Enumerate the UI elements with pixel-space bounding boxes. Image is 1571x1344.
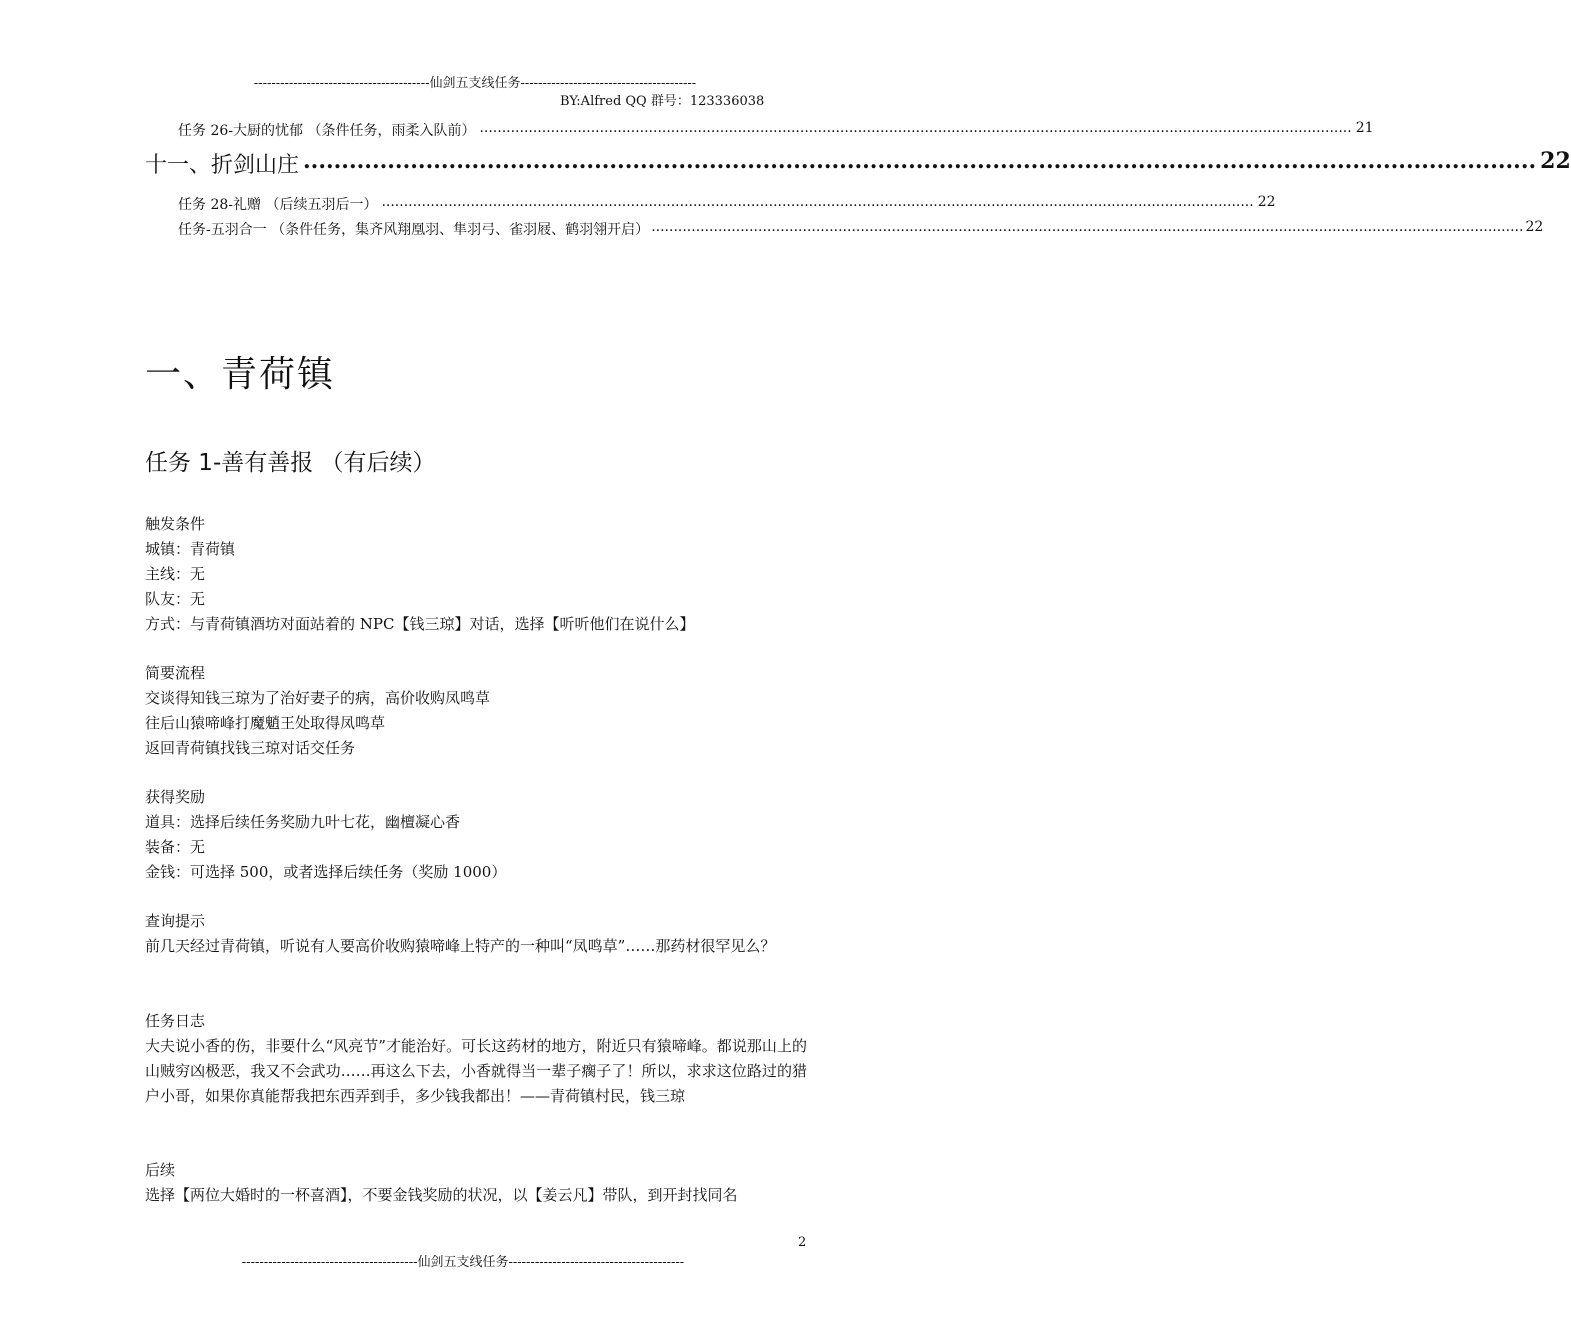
toc-entry-page: 22 <box>1257 194 1276 210</box>
toc-entry[interactable] <box>178 219 1544 239</box>
section-line: 交谈得知钱三琼为了治好妻子的病，高价收购凤鸣草 <box>145 689 491 707</box>
section-line: 道具：选择后续任务奖励九叶七花，幽檀凝心香 <box>145 813 461 831</box>
section-line: 金钱：可选择 500，或者选择后续任务（奖励 1000） <box>145 863 507 881</box>
toc-entry-page: 22 <box>1540 148 1571 174</box>
page-footer-title: ----------------------------------------仙剑五支线任务---------------------------------------- <box>241 1255 685 1270</box>
section-line: 返回青荷镇找钱三琼对话交任务 <box>145 739 356 757</box>
section-line: 队友：无 <box>145 590 206 608</box>
page-header-author: BY:Alfred QQ 群号：123336038 <box>560 94 765 109</box>
section-heading: 查询提示 <box>145 912 206 930</box>
section-trigger <box>145 512 807 637</box>
section-paragraph: 前几天经过青荷镇，听说有人要高价收购猿啼峰上特产的一种叫“凤鸣草”……那药材很罕见么？ <box>145 937 776 955</box>
section-heading: 简要流程 <box>145 664 206 682</box>
section-line: 主线：无 <box>145 565 206 583</box>
section-paragraph: 大夫说小香的伤，非要什么“风亮节”才能治好。可长这药材的地方，附近只有猿啼峰。都说那山上的山贼穷凶极恶，我又不会武功……再这么下去，小香就得当一辈子瘸子了！所以，求求这位路过的猎户小哥，如果你真能帮我把东西弄到手，多少钱我都出！——青荷镇村民，钱三琼 <box>145 1037 807 1105</box>
section-followup <box>145 1158 807 1208</box>
section-heading: 任务日志 <box>145 1012 206 1030</box>
toc-entry-page: 21 <box>1355 120 1374 136</box>
section-line: 装备：无 <box>145 838 206 856</box>
page-header-title: ----------------------------------------仙剑五支线任务---------------------------------------- <box>253 76 697 91</box>
toc-entry-label: 任务 26-大厨的忧郁 （条件任务，雨柔入队前） <box>178 123 476 139</box>
section-heading: 触发条件 <box>145 515 206 533</box>
section-flow <box>145 661 807 761</box>
section-line: 往后山猿啼峰打魔魈王处取得凤鸣草 <box>145 714 386 732</box>
section-hint <box>145 909 807 959</box>
page-number: 2 <box>798 1235 807 1250</box>
section-reward <box>145 785 807 885</box>
toc-entry-chapter[interactable] <box>145 148 1571 179</box>
toc-entry-label: 任务 28-礼赠 （后续五羽后一） <box>178 197 378 213</box>
section-line: 方式：与青荷镇酒坊对面站着的 NPC【钱三琼】对话，选择【听听他们在说什么】 <box>145 615 695 633</box>
quest-title: 任务 1-善有善报 （有后续） <box>145 450 436 476</box>
section-line: 城镇：青荷镇 <box>145 540 236 558</box>
toc-leader-dots: .................................................................................................................................................................................................... <box>381 194 1254 210</box>
chapter-title: 一、青荷镇 <box>145 354 336 395</box>
toc-entry-label: 任务-五羽合一 （条件任务，集齐风翔凰羽、隼羽弓、雀羽屐、鹤羽翎开启） <box>178 222 650 238</box>
toc-leader-dots: .................................................................................................................................................................................................... <box>479 120 1352 136</box>
toc-leader-dots: ................................................................................................................................................................. <box>303 148 1537 174</box>
section-heading: 获得奖励 <box>145 788 206 806</box>
toc-leader-dots: .................................................................................................................................................................................................... <box>651 219 1524 235</box>
section-paragraph: 选择【两位大婚时的一杯喜酒】，不要金钱奖励的状况，以【姜云凡】带队，到开封找同名 <box>145 1186 738 1204</box>
section-log <box>145 1009 807 1109</box>
toc-entry-page: 22 <box>1525 219 1544 235</box>
toc-entry[interactable] <box>178 120 1374 140</box>
section-heading: 后续 <box>145 1161 176 1179</box>
toc-entry[interactable] <box>178 194 1276 214</box>
toc-entry-label: 十一、折剑山庄 <box>145 153 300 178</box>
